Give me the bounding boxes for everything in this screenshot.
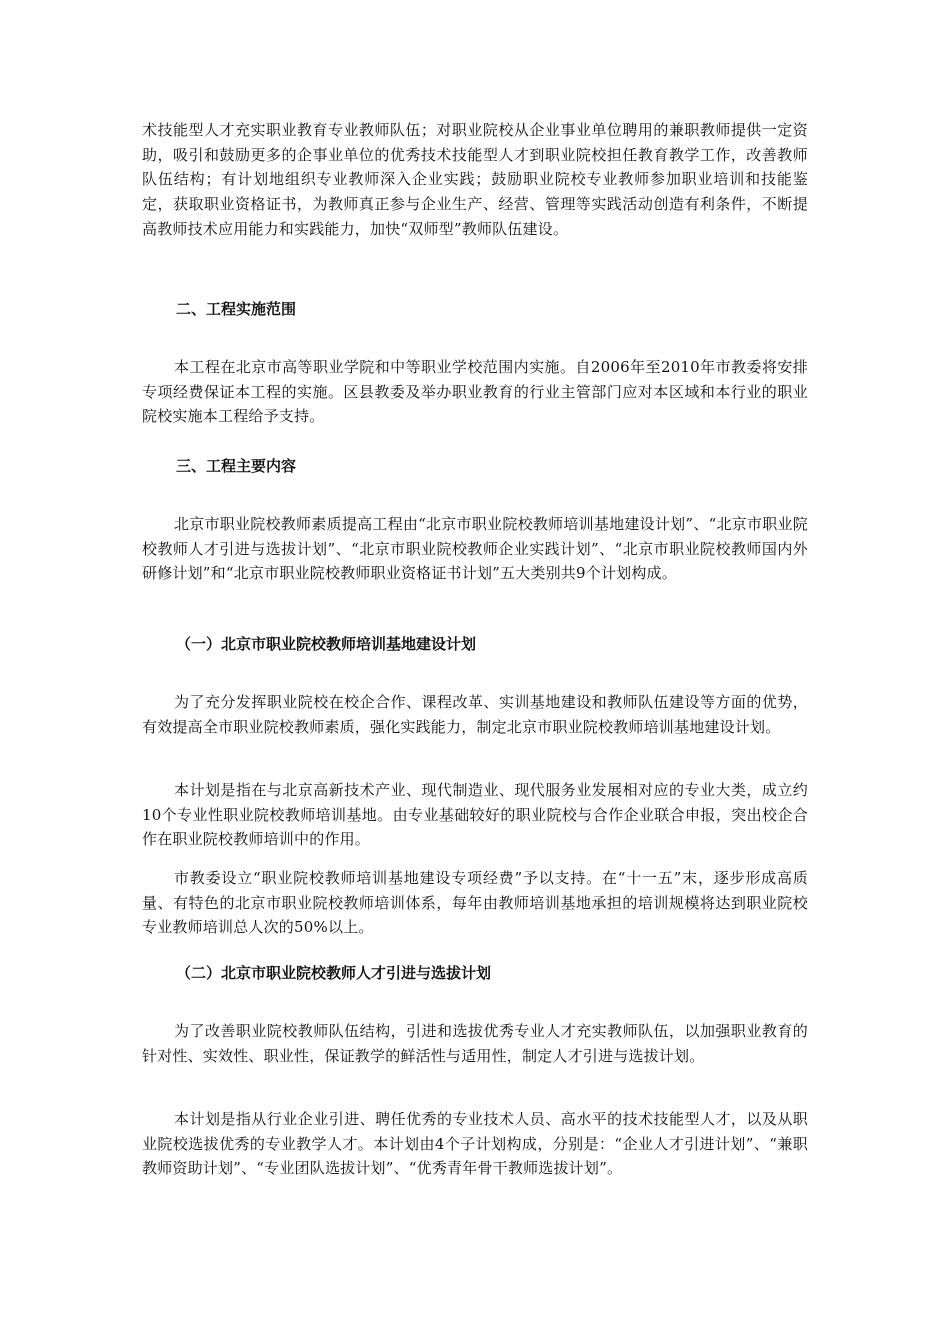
paragraph-section-2: 本工程在北京市高等职业学院和中等职业学校范围内实施。自2006年至2010年市教委将安排专项经费保证本工程的实施。区县教委及举办职业教育的行业主管部门应对本区域和本行业的职业院校实施本工程给予支持。 <box>142 358 808 426</box>
paragraph-subsection-2b: 本计划是指从行业企业引进、聘任优秀的专业技术人员、高水平的技术技能型人才，以及从职业院校选拔优秀的专业教学人才。本计划由4个子计划构成，分别是：“企业人才引进计划”、“兼职教师资助计划”、“专业团队选拔计划”、“优秀青年骨干教师选拔计划”。 <box>142 1110 808 1178</box>
paragraph-subsection-1c: 市教委设立“职业院校教师培训基地建设专项经费”予以支持。在“十一五”末，逐步形成高质量、有特色的北京市职业院校教师培训体系，每年由教师培训基地承担的培训规模将达到职业院校专业教师培训总人次的50%以上。 <box>142 869 808 937</box>
paragraph-subsection-2a: 为了改善职业院校教师队伍结构，引进和选拔优秀专业人才充实教师队伍，以加强职业教育的针对性、实效性、职业性，保证教学的鲜活性与适用性，制定人才引进与选拔计划。 <box>142 1022 808 1065</box>
paragraph-subsection-1b: 本计划是指在与北京高新技术产业、现代制造业、现代服务业发展相对应的专业大类，成立约10个专业性职业院校教师培训基地。由专业基础较好的职业院校与合作企业联合申报，突出校企合作在职业院校教师培训中的作用。 <box>142 781 808 849</box>
heading-subsection-2: （二）北京市职业院校教师人才引进与选拔计划 <box>176 964 492 982</box>
paragraph-subsection-1a: 为了充分发挥职业院校在校企合作、课程改革、实训基地建设和教师队伍建设等方面的优势，有效提高全市职业院校教师素质，强化实践能力，制定北京市职业院校教师培训基地建设计划。 <box>142 693 808 736</box>
heading-section-2: 二、工程实施范围 <box>176 300 297 318</box>
heading-subsection-1: （一）北京市职业院校教师培训基地建设计划 <box>176 635 477 653</box>
paragraph-section-3: 北京市职业院校教师素质提高工程由“北京市职业院校教师培训基地建设计划”、“北京市职业院校教师人才引进与选拔计划”、“北京市职业院校教师企业实践计划”、“北京市职业院校教师国内外研修计划”和“北京市职业院校教师职业资格证书计划”五大类别共9个计划构成。 <box>142 515 808 583</box>
paragraph-intro: 术技能型人才充实职业教育专业教师队伍；对职业院校从企业事业单位聘用的兼职教师提供一定资助，吸引和鼓励更多的企事业单位的优秀技术技能型人才到职业院校担任教育教学工作，改善教师队伍结构；有计划地组织专业教师深入企业实践；鼓励职业院校专业教师参加职业培训和技能鉴定，获取职业资格证书，为教师真正参与企业生产、经营、管理等实践活动创造有利条件，不断提高教师技术应用能力和实践能力，加快“双师型”教师队伍建设。 <box>142 121 808 238</box>
heading-section-3: 三、工程主要内容 <box>176 457 297 475</box>
